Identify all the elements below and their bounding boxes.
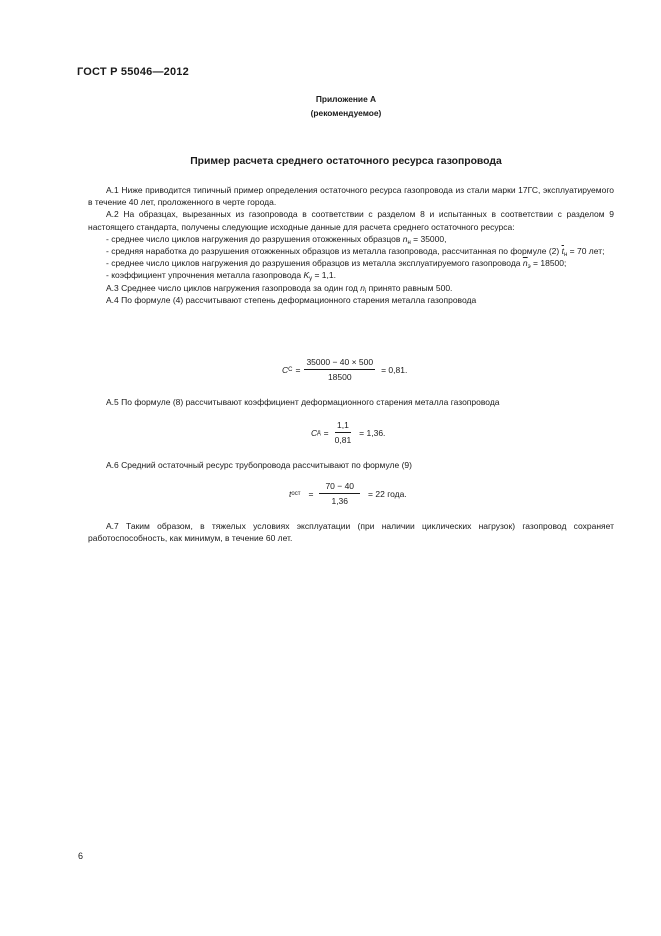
paragraph-a2: А.2 На образцах, вырезанных из газопровода в соответствии с разделом 8 и испытанных в соответствии с разделом 9 настоящего стандарта, получены следующие исходные данные для расчета среднего остаточного ресурса:: [88, 209, 614, 232]
variable: K: [303, 270, 310, 281]
paragraph-a3: [88, 282, 614, 294]
list-item-hardening-coef: [88, 269, 614, 281]
formula-equals: =: [295, 364, 301, 375]
formula-denominator: 1,36: [331, 496, 349, 506]
list-item-text: - коэффициент упрочнения металла газопровода: [106, 270, 304, 281]
formula-numerator: 1,1: [335, 420, 351, 433]
formula-lhs: C: [282, 364, 289, 375]
formula-numerator: 70 − 40: [319, 481, 360, 494]
variable: n: [402, 233, 408, 244]
variable: n: [360, 282, 365, 293]
formula-fraction: [333, 420, 354, 445]
formula-result: = 1,36.: [359, 427, 386, 438]
formula-fraction: [319, 481, 360, 506]
formula-lhs: t: [289, 488, 292, 499]
paragraph-a6: А.6 Средний остаточный ресурс трубопровода рассчитывают по формуле (9): [106, 460, 412, 470]
section-title: Пример расчета среднего остаточного ресурса газопровода: [190, 156, 502, 167]
formula-aging-coefficient: C д = $\frac{1,1}{0,81}$ = 1,36.: [311, 420, 386, 445]
formula-numerator: 35000 − 40 × 500: [304, 357, 375, 370]
variable: $\overline{n}$: [522, 258, 528, 269]
list-item-value: = 35000,: [410, 233, 447, 244]
formula-denominator: 0,81: [334, 435, 352, 445]
list-item-value: = 18500;: [530, 258, 567, 269]
formula-equals: =: [323, 427, 329, 438]
variable-subscript: i: [364, 288, 367, 295]
body-text: [88, 184, 614, 306]
document-header: ГОСТ Р 55046—2012: [77, 66, 189, 78]
variable-subscript: н: [563, 252, 568, 259]
list-item-text: - средняя наработка до разрушения отожженных образцов из металла газопровода, рассчитанная по формуле (2): [106, 246, 562, 257]
appendix-subtitle: (рекомендуемое): [310, 108, 382, 118]
list-item-text: - среднее число циклов нагружения до разрушения образцов из металла эксплуатируемого газопровода: [106, 258, 523, 269]
variable: $\overline{t}$: [561, 246, 564, 257]
list-item-value: = 1,1.: [312, 270, 336, 281]
list-item-value: = 70 лет;: [567, 246, 605, 257]
body-text-a6: [88, 459, 614, 471]
paragraph-a7: А.7 Таким образом, в тяжелых условиях эксплуатации (при наличии циклических нагрузок) газопровод сохраняет работоспособность, как минимум, в течение 60 лет.: [88, 521, 614, 544]
formula-result: = 22 года.: [368, 488, 407, 499]
list-item-operated-cycles: [88, 257, 614, 269]
formula-fraction: [304, 357, 375, 382]
list-item-anneal-time: [88, 245, 614, 257]
paragraph-text-end: принято равным 500.: [366, 282, 453, 293]
body-text-a5: [88, 396, 614, 408]
formula-aging-degree: C C = $\frac{35000 - 40 \times 500}{18500}$ = 0,81.: [282, 357, 408, 382]
list-item-anneal-cycles: [88, 233, 614, 245]
variable-subscript: э: [527, 264, 531, 271]
variable-subscript: н: [407, 239, 411, 246]
list-item-text: - среднее число циклов нагружения до разрушения отожженных образцов: [106, 233, 403, 244]
body-text-a7: [88, 520, 614, 544]
page-number: 6: [78, 851, 84, 861]
paragraph-text: А.3 Среднее число циклов нагружения газопровода за один год: [106, 282, 361, 293]
paragraph-a1: А.1 Ниже приводится типичный пример определения остаточного ресурса газопровода из стали марки 17ГС, эксплуатируемого в течение 40 лет, проложенного в черте города.: [88, 185, 614, 208]
variable-subscript: у: [309, 276, 313, 283]
formula-lhs: C: [311, 427, 318, 438]
formula-result: = 0,81.: [381, 364, 408, 375]
paragraph-a4: А.4 По формуле (4) рассчитывают степень деформационного старения металла газопровода: [106, 294, 477, 305]
paragraph-a5: А.5 По формуле (8) рассчитывают коэффициент деформационного старения металла газопровода: [106, 397, 500, 407]
formula-equals: =: [308, 488, 314, 499]
appendix-title: Приложение А: [315, 94, 377, 104]
formula-residual-life: t ост = $\frac{70 - 40}{1,36}$ = 22 года.: [289, 481, 407, 506]
formula-denominator: 18500: [327, 372, 352, 382]
